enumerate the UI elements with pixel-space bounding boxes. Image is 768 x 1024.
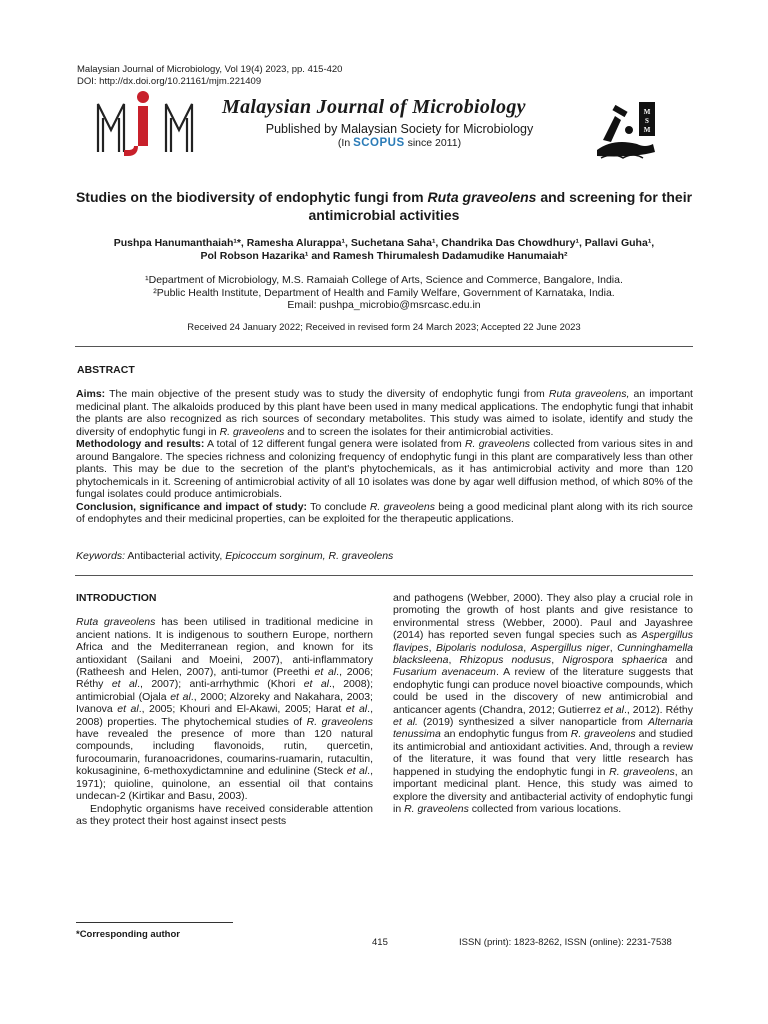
scopus-suffix: since 2011) [404,137,462,149]
body-text: , [428,641,436,654]
etal: et al [345,703,368,716]
abstract-aims [76,388,693,438]
species-name: R. graveolens [609,765,675,778]
scopus-logo: SCOPUS [353,137,405,149]
species-name: Nigrospora sphaerica [562,654,668,667]
intro-right-column [393,592,693,815]
body-text: and pathogens (Webber, 2000). They also play a crucial role in promoting the growth of host plants and give resistance to environmental stress (Webber, 2000). Paul and Jayashree (2014) has reported seven fungal species such as [393,592,693,642]
abstract-text: and to screen the isolates for their antimicrobial activities. [284,425,554,438]
intro-paragraph [393,592,693,815]
body-text: . A review of the literature suggests that endophytic fungi can produce novel bioactive compounds, which could be used in the discovery of new antimicrobial and anticancer agents (Chandra, 2012; Gutierrez [393,666,693,716]
aims-label: Aims: [76,388,106,400]
abstract-text: To conclude [307,500,370,513]
etal: et al [111,678,138,691]
methods-label: Methodology and results: [76,438,205,450]
species-name: Ruta graveolens [76,616,156,629]
citation-block [77,64,342,88]
body-text: ., 2006; Réthy [76,666,374,691]
affiliations [80,274,688,312]
footnote-divider [76,922,233,923]
species-name: Cunninghamella blacksleena [393,641,693,667]
body-text: has been utilised in traditional medicine in ancient nations. It is indigenous to southern Europe, northern Africa and the Mediterranean region, and known for its antioxidant (Sailani and Moeini, 2007), anti-inflammatory (Ratheesh and Helen, 2007), anti-tumor (Preethi [76,616,373,679]
page-number: 415 [372,937,388,948]
etal: et al [314,666,337,679]
body-text: an endophytic fungus from [440,728,571,741]
scopus-line [222,137,577,149]
body-text: collected from various locations. [468,802,622,815]
body-text: , an important medicinal plant. Hence, this study was aimed to explore the diversity and antibacterial activity of endophytic fungi in [393,765,693,815]
divider [75,575,693,576]
body-text: and studied its antimicrobial and antioxidant activities. And, through a review of the literature, it was found that very little research has happened in studying the endophytic fungi in [393,728,693,778]
svg-text:M: M [643,108,651,116]
species-name: Alternaria tenussima [393,716,693,741]
abstract-text: being a good medicinal plant along with its rich source of endophytes and their medicinal properties, can be exploited for the therapeutic applications. [76,500,693,525]
body-text: and [667,654,694,667]
body-text: , [609,641,618,654]
abstract-text: The main objective of the present study was to study the diversity of endophytic fungi from [105,388,549,400]
publisher-line: Published by Malaysian Society for Microbiology [265,122,534,136]
affiliation-2: ²Public Health Institute, Department of Health and Family Welfare, Government of Karnataka, India. [153,286,615,299]
divider [75,346,693,347]
intro-heading: INTRODUCTION [76,592,157,604]
keywords [76,550,693,562]
abstract-body [76,388,693,526]
corresponding-email[interactable]: Email: pushpa_microbio@msrcasc.edu.in [287,299,481,311]
etal: et al. [393,716,418,729]
etal: et al [170,690,191,703]
keyword: Antibacterial activity, [125,550,226,562]
body-text: ., 2012). Réthy [623,703,693,716]
etal: et al [303,678,329,691]
body-text: have revealed the presence of more than 120 natural compounds, including flavonoids, rutin, quercetin, furocoumarin, furanoacridones, coumarins-ruamarin, rutacultin, kokusaginine, 6-methoxydictamnine and edulinine (Steck [76,728,373,778]
body-text: , [551,654,563,667]
species-name: R. graveolens [464,438,531,450]
intro-paragraph: Endophytic organisms have received considerable attention as they protect their host against insect pests [76,802,373,827]
species-name: Aspergillus flavipes [393,629,693,654]
body-text: ., 2000; Alzoreky and Nakahara, 2003; Ivanova [76,690,373,716]
species-name: R. graveolens [219,425,285,438]
title-text: Studies on the biodiversity of endophytic fungi from [75,189,428,205]
issn-line: ISSN (print): 1823-8262, ISSN (online): 2231-7538 [459,937,672,948]
body-text: (2019) synthesized a silver nanoparticle from [417,716,649,729]
intro-paragraph [76,616,373,802]
logo-text [94,90,129,94]
paper-title [72,188,696,224]
species-name: R. graveolens [369,500,435,513]
species-name: Bipolaris nodulosa [435,641,524,654]
authors-line: Pushpa Hanumanthaiah¹*, Ramesha Alurappa¹, Suchetana Saha¹, Chandrika Das Chowdhury¹, Pallavi Guha¹, [113,237,655,249]
etal: et al [346,765,368,778]
corresponding-author-note: *Corresponding author [76,929,180,940]
body-text: ., 1971); quioline, quinolone, an essential oil that contains undecan-2 (Kirtikar and Basu, 2003). [76,765,373,803]
scopus-prefix: (In [337,137,354,149]
journal-name: Malaysian Journal of Microbiology [222,96,526,118]
abstract-conclusion [76,501,693,526]
body-text: ., 2008) properties. The phytochemical studies of [76,703,373,728]
species-name: R. graveolens [404,802,469,815]
title-species: Ruta graveolens [427,189,537,205]
citation-line: Malaysian Journal of Microbiology, Vol 19(4) 2023, pp. 415-420 [77,64,343,75]
authors-line: Pol Robson Hazarika¹ and Ramesh Thirumalesh Dadamudike Hanumaiah² [200,250,568,262]
abstract-heading: ABSTRACT [77,364,135,376]
species-name: R. graveolens [306,715,373,728]
conclusion-label: Conclusion, significance and impact of study: [76,500,308,513]
msm-emblem [593,100,659,160]
body-text: , [448,654,460,667]
etal: et al [604,703,624,716]
doi-link[interactable]: DOI: http://dx.doi.org/10.21161/mjm.221409 [77,76,262,87]
received-dates: Received 24 January 2022; Received in revised form 24 March 2023; Accepted 22 June 2023 [187,322,581,333]
species-name: Ruta graveolens, [548,388,630,400]
svg-text:S: S [645,117,649,125]
author-list [80,237,688,263]
intro-left-column [76,592,373,827]
species-name: Rhizopus nodusus [459,654,552,667]
keywords-label: Keywords: [76,550,126,562]
mjm-logo [94,90,200,160]
species-name: Fusarium avenaceum [393,666,496,679]
body-text: ., 2008); antimicrobial (Ojala [76,678,373,703]
abstract-methods [76,438,693,501]
body-text: , [523,641,531,654]
abstract-text: A total of 12 different fungal genera were isolated from [204,438,465,450]
species-name: R. graveolens [570,728,636,741]
body-text: ., 2005; Khouri and El-Akawi, 2005; Harat [138,703,346,716]
keyword: Epicoccum sorginum, R. graveolens [225,550,394,562]
title-text: and screening for their antimicrobial activities [308,189,693,223]
species-name: Aspergillus niger [530,641,610,654]
etal: et al [117,703,139,716]
svg-text:M: M [643,126,651,134]
body-text: ., 2007); anti-arrhythmic (Khori [137,678,304,691]
affiliation-1: ¹Department of Microbiology, M.S. Ramaiah College of Arts, Science and Commerce, Bangalore, India. [145,274,623,286]
abstract-text: collected from various sites in and around Bangalore. The species richness and colonizing frequency of endophytic fungi in this plant are comparatively less than other plants. This may be due to the secretion of the plant's phytochemicals, as it has antimicrobial activity and more than 120 phytochemicals in it. Screening of antimicrobial activity of all 10 isolates was done by agar well diffusion method, of which 80% of the fungal isolates could produce antimicrobials. [76,438,693,500]
abstract-text: an important medicinal plant. The alkaloids produced by this plant have been used in many medical applications. The endophytic fungi that inhabit the plants are also recognized as rich sources of secondary metabolites. This study was aimed to isolate, identify and study the diversity of endophytic fungi in [76,388,693,438]
